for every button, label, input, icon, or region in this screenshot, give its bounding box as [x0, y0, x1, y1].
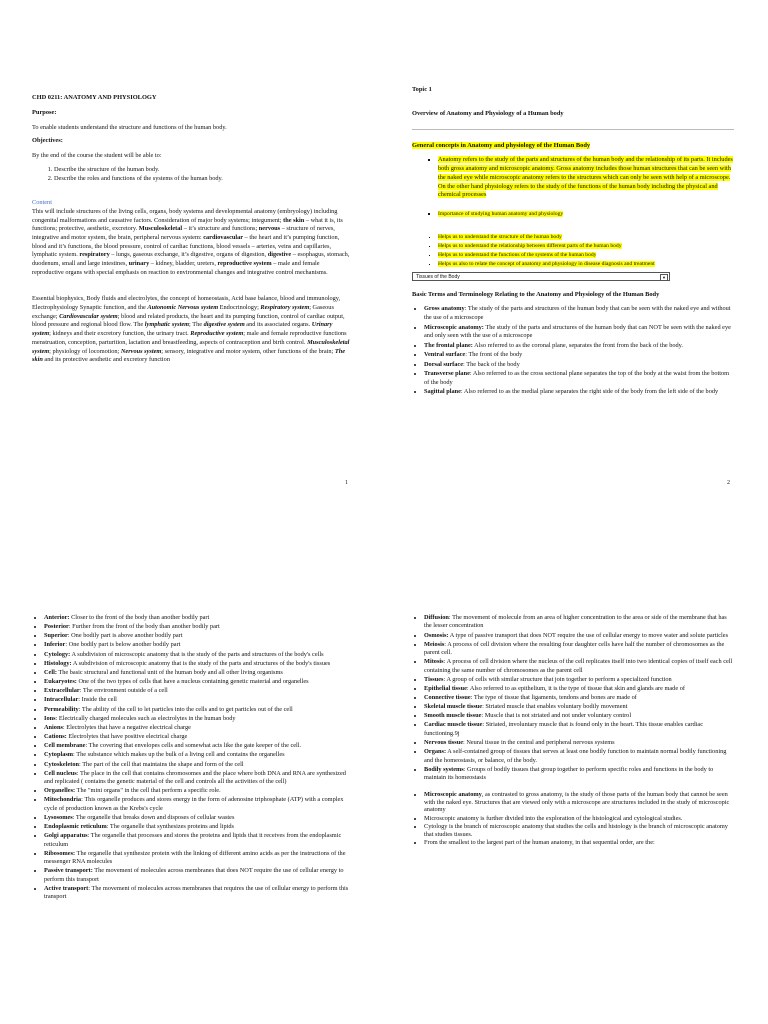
objective-item: 1. Describe the structure of the human body.: [54, 166, 352, 175]
term-definition: Electrolytes that have a negative electrical charge: [66, 723, 191, 731]
microscopic-anatomy-list: [412, 791, 734, 846]
term-name: Cell membrane: [44, 742, 86, 750]
document-page-4: [412, 605, 734, 1024]
term-item: • Cell nucleus: The place in the cell that contains chromosomes and the place where both DNA and RNA are synthesized and replicated ( contains the genetic material of the cell and controls all the activities of the cell): [44, 770, 352, 787]
term-definition: One bodily part is above another bodily part: [71, 632, 183, 640]
term-definition: A group of cells with similar structure that join together to perform a specialized function: [446, 675, 672, 683]
term-definition: The part of the cell that maintains the shape and form of the cell: [82, 760, 244, 768]
term-item: [424, 839, 734, 847]
term-definition: The environment outside of a cell: [82, 687, 168, 695]
term-definition: The organelle that breaks down and disposes of cellular wastes: [75, 813, 235, 821]
term-name: Extracellular: [44, 687, 80, 695]
term-name: Organelles:: [44, 787, 76, 795]
term-definition: A type of passive transport that does NOT require the use of cellular energy to move water and solute particles: [449, 631, 729, 639]
term-definition: A subdivision of microscopic anatomy that is the study of the parts and structures of the body's tissues: [72, 659, 331, 667]
term-item: [44, 651, 352, 659]
term-definition: Microscopic anatomy is further divided into the exploration of the histological and cytological studies.: [424, 814, 683, 822]
term-item: • Golgi apparatus: The organelle that processes and stores the proteins and lipids that it receives from the endoplasmic reticulum: [44, 832, 352, 849]
content-paragraph-2: Essential biophysics, Body fluids and electrolytes, the concept of homeostasis, Acid base balance, blood and immunology, Electrophysiology Synaptic function, and the Autonomic Nervous system Endocrinology; Respiratory system; Gaseous exchange; Cardiovascular system; blood and related products, the heart and its pumping function, control of cardiac output, blood pressure and regional blood flow. The lymphatic system; The digestive system and its associated organs. Urinary system; kidneys and their excretory function, the urinary tract. Reproductive system; male and female reproductive functions menstruation, conception, parturition, lactation and breastfeeding, aspects of contraception and birth control. Musculoskeletal system; physiology of locomotion; Nervous system; sensory, integrative and motor system, other functions of the brain; The skin and its protective aesthetic and excretory function: [32, 295, 350, 364]
term-item: • Diffusion: The movement of molecule from an area of higher concentration to the area or side of the membrane that has the lesser concentration: [424, 614, 734, 631]
term-name: Endoplasmic reticulum: [44, 823, 107, 830]
term-name: Cardiac muscle tissue: [424, 721, 483, 729]
objectives-intro: By the end of the course the student will be able to:: [32, 152, 162, 160]
term-name: Gross anatomy: [424, 305, 465, 313]
term-definition: The basic structural and functional unit of the human body and all other living organisms: [58, 668, 283, 676]
term-definition: Also referred to as the medial plane separates the right side of the body from the left side of the body: [463, 388, 719, 396]
term-definition: Inside the cell: [81, 696, 117, 704]
anatomy-definition: ▪ Anatomy refers to the study of the parts and structures of the human body and the relationship of its parts. It includes both gross anatomy and microscopic anatomy. Gross anatomy includes those human structures that can be seen with the naked eye while microscopic anatomy refers to the structures which can only be seen with help of a microscope. On the other hand physiology refers to the study of the functions of the human body including the physical and chemical processes: [438, 156, 734, 199]
term-item: [44, 733, 352, 741]
page-number: 1: [345, 480, 348, 486]
term-name: Lysosomes: [44, 813, 73, 821]
term-item: • Skeletal muscle tissue: Striated muscle that enables voluntary bodily movement: [424, 703, 734, 711]
term-definition: Also referred to as the cross sectional plane separates the top of the body at the waist from the bottom of the body: [424, 370, 730, 386]
term-definition: Also referred to as the coronal plane, separates the front from the back of the body.: [474, 341, 683, 349]
term-item: • Lysosomes: The organelle that breaks down and disposes of cellular wastes: [44, 814, 352, 822]
term-item: • Cardiac muscle tissue: Striated, involuntary muscle that is found only in the heart. This tissue enables cardiac functioning.9j: [424, 721, 734, 738]
term-name: Superior: [44, 632, 68, 640]
term-definition: The type of tissue that ligaments, tendons and bones are made of: [473, 694, 637, 702]
term-item: [424, 632, 734, 640]
term-item: [44, 669, 352, 677]
term-name: Mitosis: [424, 658, 444, 666]
term-definition: The organelle that processes and stores the proteins and lipids that it receives from the endoplasmic reticulum: [44, 832, 342, 848]
term-item: • Ions: Electrically charged molecules such as electrolytes in the human body: [44, 715, 352, 723]
term-item: • Bodily systems: Groups of bodily tissues that group together to perform specific roles and functions in the body to maintain its homeostasis: [424, 766, 734, 783]
general-concepts-heading: [412, 142, 734, 151]
term-item: • Meiosis: A process of cell division where the resulting four daughter cells have half the number of chromosomes as the parent cell.: [424, 641, 734, 658]
topic-label: Topic 1: [412, 86, 432, 93]
content-heading: Content: [32, 199, 52, 207]
term-name: Ions: [44, 714, 56, 722]
term-name: Microscopic anatomy: [424, 791, 482, 799]
term-name: Passive transport:: [44, 867, 93, 875]
term-name: Eukaryotes:: [44, 678, 77, 686]
term-definition: One of the two types of cells that have a nucleus containing genetic material and organelles: [78, 678, 309, 686]
term-definition: This organelle produces and stores energy in the form of adenosine triphosphate (ATP) with a complex cycle of production known as the Krebs's cycle: [44, 796, 344, 812]
term-definition: The front of the body: [468, 351, 523, 359]
term-item: [44, 614, 352, 622]
term-item: [424, 342, 734, 351]
term-definition: Neural tissue in the central and peripheral nervous systems: [466, 739, 615, 746]
term-item: • Cytoplasm: The substance which makes up the bulk of a living cell and contains the organelles: [44, 751, 352, 759]
term-item: • Posterior: Further from the front of the body than another bodily part: [44, 623, 352, 631]
term-name: Histology:: [44, 659, 72, 667]
term-item: • Endoplasmic reticulum: The organelle that synthesizes proteins and lipids: [44, 823, 352, 831]
term-name: Inferior: [44, 641, 66, 649]
term-item: • Transverse plane: Also referred to as the cross sectional plane separates the top of the body at the waist from the bottom of the body: [424, 370, 734, 387]
helps-list: [412, 233, 734, 270]
term-definition: The "mini organs" in the cell that perform a specific role.: [76, 787, 221, 795]
term-definition: Groups of bodily tissues that group together to perform specific roles and functions in the body to maintain its homeostasis: [424, 765, 714, 782]
term-item: • Anions: Electrolytes that have a negative electrical charge: [44, 724, 352, 732]
term-name: Cytoplasm: [44, 751, 74, 759]
term-definition: A self-contained group of tissues that serves at least one bodily function to maintain normal bodily functioning and the homeostasis, or balance, of the body.: [424, 748, 727, 764]
helps-item: ▪ Helps us to understand the functions of the systems of the human body: [438, 251, 734, 260]
general-concepts-text: General concepts in Anatomy and physiology of the Human Body: [412, 141, 591, 149]
term-name: Active transport: [44, 884, 89, 892]
helps-item: ▪ Helps us to understand the structure of the human body: [438, 233, 734, 242]
term-item: [44, 660, 352, 668]
term-item: • Active transport: The movement of molecules across membranes that requires the use of cellular energy to perform this transport: [44, 885, 352, 902]
term-item: • Inferior: One bodily part is below another bodily part: [44, 641, 352, 649]
term-definition: The movement of molecules across membranes that requires the use of cellular energy to perform this transport: [44, 884, 349, 901]
term-item: [424, 324, 734, 341]
term-name: Ribosomes:: [44, 849, 76, 857]
term-definition: Muscle that is not striated and not under voluntary control: [484, 712, 632, 720]
term-name: Connective tissue: [424, 694, 471, 702]
term-item: • Permeability: The ability of the cell to let particles into the cells and to get particles out of the cell: [44, 706, 352, 714]
term-item: • Cell membrane: The covering that envelopes cells and somewhat acts like the gate keeper of the cell.: [44, 742, 352, 750]
term-item: [424, 748, 734, 765]
dropdown-value: Tissues of the Body: [416, 273, 460, 280]
term-definition: The organelle that synthesize protein with the linking of different amino acids as per the instructions of the messenger RNA molecules: [44, 849, 346, 866]
course-title: CHD 0211: ANATOMY AND PHYSIOLOGY: [32, 94, 157, 101]
helps-item: ▪ Helps us also to relate the concept of anatomy and physiology in disease diagnosis and treatment: [438, 260, 734, 269]
term-name: Osmosis:: [424, 631, 449, 639]
term-name: Organs:: [424, 748, 447, 756]
term-item: • Connective tissue: The type of tissue that ligaments, tendons and bones are made of: [424, 694, 734, 702]
term-item: • Tissues: A group of cells with similar structure that join together to perform a specialized function: [424, 676, 734, 684]
term-name: Sagittal plane: [424, 388, 461, 396]
term-definition: The place in the cell that contains chromosomes and the place where both DNA and RNA are synthesized and replicated ( contains the genetic material of the cell and controls all the activities of the cell): [44, 769, 346, 786]
purpose-text: To enable students understand the structure and functions of the human body.: [32, 123, 227, 131]
term-definition: The movement of molecule from an area of higher concentration to the area or side of the membrane that has the lesser concentration: [424, 614, 727, 630]
term-definition: Cytology is the branch of microscopic anatomy that studies the cells and histology is the branch of microscopic anatomy that studies tissues.: [424, 823, 728, 838]
importance-list: [412, 210, 734, 219]
term-definition: One bodily part is below another bodily part: [68, 641, 181, 649]
term-item: [44, 678, 352, 686]
term-name: Anions: [44, 723, 63, 731]
term-name: Skeletal muscle tissue: [424, 703, 483, 711]
terms-list: [412, 614, 734, 782]
terms-list: [412, 305, 734, 397]
term-definition: From the smallest to the largest part of the human anatomy, in that sequential order, are the:: [424, 839, 655, 847]
term-item: • Nervous tissue: Neural tissue in the central and peripheral nervous systems: [424, 739, 734, 747]
term-definition: Electrically charged molecules such as electrolytes in the human body: [58, 714, 236, 722]
term-definition: Closer to the front of the body than another bodily part: [71, 614, 210, 621]
term-item: • Dorsal surface: The back of the body: [424, 361, 734, 370]
term-definition: Striated muscle that enables voluntary bodily movement: [485, 703, 628, 711]
term-item: • Mitochondria: This organelle produces and stores energy in the form of adenosine triphosphate (ATP) with a complex cycle of production known as the Krebs's cycle: [44, 796, 352, 813]
term-definition: as contrasted to gross anatomy, is the study of those parts of the human body that cannot be seen with the naked eye. Structures that are viewed only with a microscope are structures included in the study of microscopic anatomy: [424, 791, 730, 814]
term-definition: A subdivision of microscopic anatomy that is the study of the parts and structures of the body's cells: [71, 650, 324, 658]
term-name: Posterior: [44, 623, 69, 631]
page-number: 2: [727, 480, 730, 486]
term-name: Ventral surface: [424, 351, 466, 359]
term-definition: A process of cell division where the resulting four daughter cells have half the number of chromosomes as the parent cell.: [424, 640, 725, 657]
divider: [412, 129, 734, 130]
term-definition: The study of the parts and structures of the human body that can be seen with the naked eye and without the use of a microscope: [424, 305, 731, 322]
term-item: • Sagittal plane: Also referred to as the medial plane separates the right side of the body from the left side of the body: [424, 388, 734, 397]
tissues-dropdown[interactable]: [412, 272, 670, 281]
term-item: [424, 823, 734, 838]
purpose-heading: Purpose:: [32, 108, 57, 116]
term-item: • Microscopic anatomy, as contrasted to gross anatomy, is the study of those parts of the human body that cannot be seen with the naked eye. Structures that are viewed only with a microscope are structures included in the study of microscopic anatomy: [424, 791, 734, 814]
basic-terms-heading: Basic Terms and Terminology Relating to the Anatomy and Physiology of the Human Body: [412, 290, 660, 298]
term-name: The frontal plane:: [424, 341, 473, 349]
term-item: • Cytoskeleton: The part of the cell that maintains the shape and form of the cell: [44, 761, 352, 769]
term-item: • Smooth muscle tissue: Muscle that is not striated and not under voluntary control: [424, 712, 734, 720]
term-item: • Gross anatomy: The study of the parts and structures of the human body that can be seen with the naked eye and without the use of a microscope: [424, 305, 734, 322]
term-item: • Ventral surface: The front of the body: [424, 351, 734, 360]
document-page-2: [412, 82, 734, 490]
term-item: • Mitosis: A process of cell division where the nucleus of the cell replicates itself into two identical copies of itself each cell containing the same number of chromosomes as the parent cell: [424, 658, 734, 675]
term-name: Tissues: [424, 675, 444, 683]
objectives-heading: Objectives:: [32, 137, 63, 145]
term-definition: Also referred to as epithelium, it is the type of tissue that skin and glands are made of: [469, 684, 685, 692]
term-name: Microscopic anatomy:: [424, 323, 484, 331]
chevron-down-icon[interactable]: ▼: [660, 274, 668, 281]
term-name: Mitochondria: [44, 796, 82, 804]
term-definition: The back of the body: [466, 360, 520, 368]
importance-item: ▪ Importance of studying human anatomy and physiology: [438, 210, 734, 219]
term-item: [44, 850, 352, 867]
term-item: • Superior: One bodily part is above another bodily part: [44, 632, 352, 640]
term-name: Cell nucleus: [44, 769, 77, 777]
term-definition: Further from the front of the body than another bodily part: [72, 623, 220, 631]
term-name: Epithelial tissue: [424, 684, 467, 692]
terms-list: [32, 614, 352, 901]
term-name: Transverse plane: [424, 370, 470, 378]
term-definition: The study of the parts and structures of the human body that can NOT be seen with the naked eye and only seen with the use of a microscope: [424, 323, 731, 340]
term-definition: The substance which makes up the bulk of a living cell and contains the organelles: [76, 751, 285, 759]
overview-title: Overview of Anatomy and Physiology of a Human body: [412, 109, 564, 117]
term-name: Intracellular: [44, 696, 79, 704]
term-name: Smooth muscle tissue: [424, 712, 482, 720]
term-definition: The covering that envelopes cells and somewhat acts like the gate keeper of the cell.: [88, 742, 302, 750]
term-item: • Extracellular: The environment outside of a cell: [44, 687, 352, 695]
term-name: Cations:: [44, 733, 67, 741]
document-page-3: [32, 605, 352, 1024]
term-item: • Intracellular: Inside the cell: [44, 696, 352, 704]
term-name: Dorsal surface: [424, 360, 463, 368]
term-item: [44, 867, 352, 884]
term-name: Cell:: [44, 668, 57, 676]
term-name: Nervous tissue: [424, 739, 464, 746]
term-name: Diffusion: [424, 614, 449, 621]
document-page-1: [32, 82, 352, 490]
term-name: Permeability: [44, 705, 79, 713]
term-definition: A process of cell division where the nucleus of the cell replicates itself into two identical copies of itself each cell containing the same number of chromosomes as the parent cell: [424, 658, 733, 674]
term-name: Cytology:: [44, 650, 71, 658]
term-definition: Electrolytes that have positive electrical charge: [68, 733, 188, 741]
term-definition: The ability of the cell to let particles into the cells and to get particles out of the cell: [81, 705, 293, 713]
objectives-list: [32, 166, 352, 183]
content-paragraph-1: This will include structures of the living cells, organs, body systems and developmental anatomy (embryology) including congenital malformations and causative factors. Consideration of major body systems; integument; the skin – what it is, its functions; protective, aesthetic, excretory. Musculoskeletal – it’s structure and functions; nervous – structure of nerves, integrative and motor system, the brain, peripheral nervous system: cardiovascular – the heart and it’s pumping function, blood and it’s functions, the blood pressure, control of cardiac functions, blood vessels – arteries, veins and capillaries, lymphatic system. respiratory – lungs, gaseous exchange, it’s digestive, organs of digestion, digestive – esophagus, stomach, duodenum, small and large intestines, urinary – kidney, bladder, ureters, reproductive system – male and female reproductive organs with special emphasis on reaction to environmental changes and integrative control mechanisms.: [32, 207, 350, 276]
anatomy-definition-list: [412, 156, 734, 199]
term-name: Bodily systems: [424, 765, 464, 773]
term-item: [424, 815, 734, 823]
term-name: Cytoskeleton: [44, 760, 79, 768]
term-item: • Epithelial tissue: Also referred to as epithelium, it is the type of tissue that skin and glands are made of: [424, 685, 734, 693]
term-definition: The movement of molecules across membranes that does NOT require the use of cellular energy to perform this transport: [44, 867, 344, 883]
term-item: [44, 787, 352, 795]
term-name: Golgi apparatus: [44, 832, 88, 840]
objective-item: 2. Describe the roles and functions of the systems of the human body.: [54, 175, 352, 184]
term-definition: The organelle that synthesizes proteins and lipids: [109, 823, 234, 830]
term-name: Anterior:: [44, 614, 70, 621]
helps-item: ▪ Helps us to understand the relationship between different parts of the human body: [438, 242, 734, 251]
term-definition: Striated, involuntary muscle that is found only in the heart. This tissue enables cardiac functioning.9j: [424, 721, 703, 737]
term-name: Meiosis: [424, 640, 445, 648]
